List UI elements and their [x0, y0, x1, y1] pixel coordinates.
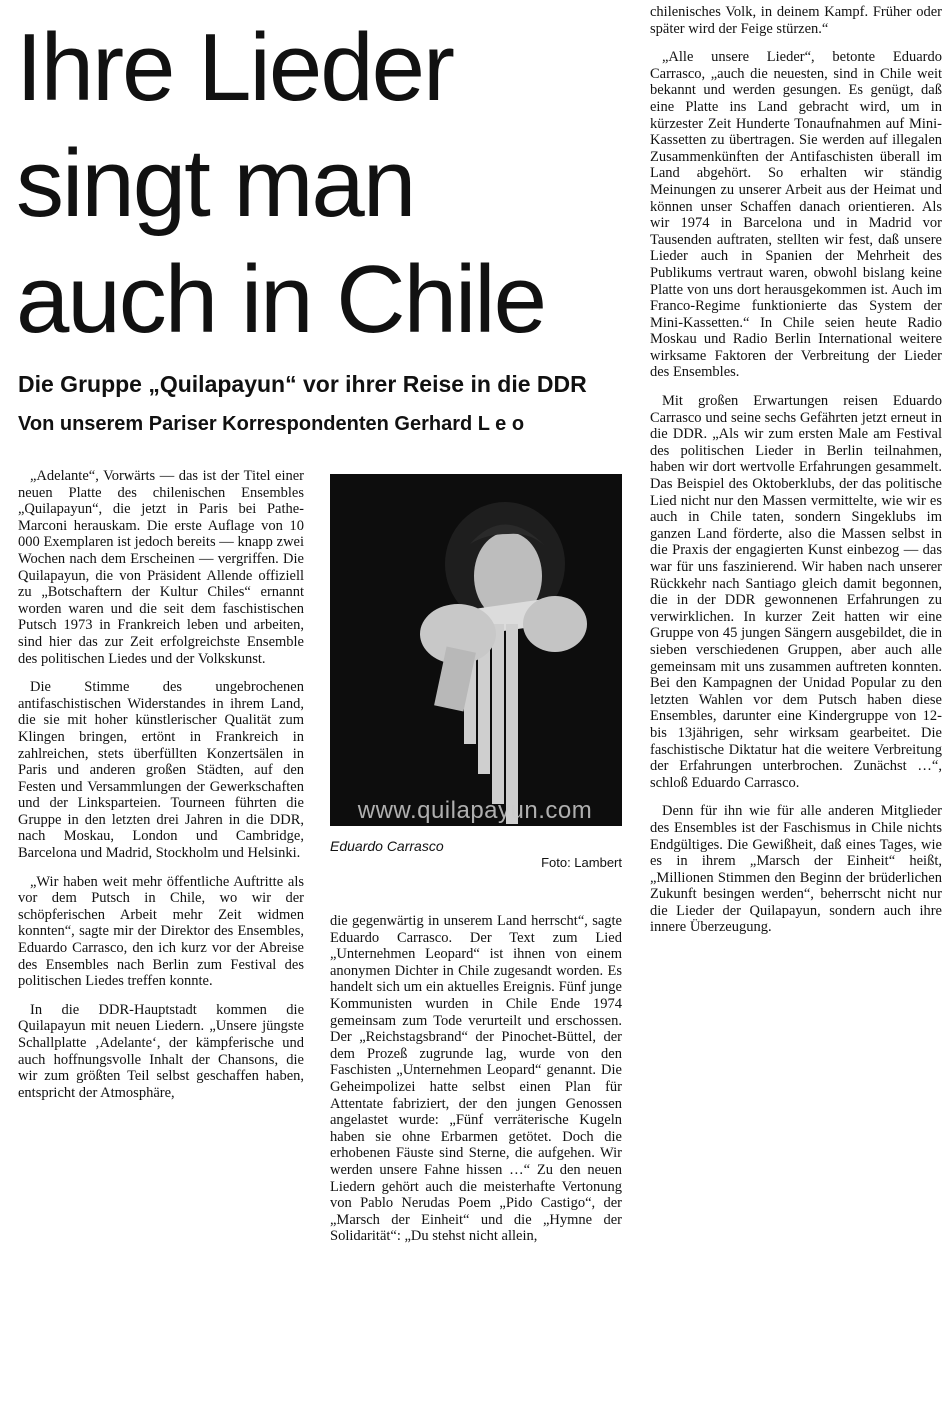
paragraph: „Adelante“, Vorwärts — das ist der Titel einer neuen Platte des chilenischen Ensembles „Quilapayun“, die jetzt in Paris bei Pathe-Marconi herauskam. Die erste Auflage von 10 000 Exemplaren ist jedoch bereits — knapp zwei Wochen nach dem Erscheinen — vergriffen. Die Quilapayun, die von Präsident Allende offiziell zu „Botschaftern der Kultur Chiles“ ernannt worden waren und die seit dem faschistischen Putsch 1973 in Frankreich leben und arbeiten, sind hier das zur Zeit erfolgreichste Ensemble des politischen Liedes und der Volkskunst. — [18, 468, 304, 667]
photo-caption: Eduardo Carrasco — [330, 838, 444, 854]
paragraph: Die Stimme des ungebrochenen antifaschistischen Widerstandes in ihrem Land, die sie mit hoher künstlerischer Qualität zum Klingen bringen, ertönt in Frankreich in zahlreichen, stets überfüllten Konzertsälen in Paris und anderen großen Städten, auf den Festen und Versammlungen der Gewerkschaften und der Linksparteien. Tourneen führten die Gruppe in den letzten drei Jahren in die DDR, nach Moskau, London und Cambridge, Barcelona und Madrid, Stockholm und Helsinki. — [18, 679, 304, 862]
photo-image — [330, 474, 622, 826]
headline — [16, 10, 626, 358]
article-column-1 — [18, 468, 304, 1413]
paragraph: Denn für ihn wie für alle anderen Mitglieder des Ensembles ist der Faschismus in Chile nichts Endgültiges. Die Gewißheit, daß eines Tages, wie es in ihrem „Marsch der Einheit“ heißt, „Millionen Stimmen den Beginn der brüderlichen Zukunft besingen werden“, beherrscht nicht nur die Lieder der Quilapayun, sondern auch ihre innere Überzeugung. — [650, 803, 942, 936]
paragraph: chilenisches Volk, in deinem Kampf. Früher oder später wird der Feige stürzen.“ — [650, 4, 942, 37]
watermark: www.quilapayun.com — [357, 797, 593, 824]
subtitle: Die Gruppe „Quilapayun“ vor ihrer Reise in die DDR — [18, 371, 587, 397]
photo-credit: Foto: Lambert — [541, 855, 622, 870]
paragraph: die gegenwärtig in unserem Land herrscht“, sagte Eduardo Carrasco. Der Text zum Lied „Unternehmen Leopard“ ist ihnen von einem anonymen Dichter in Chile zugesandt worden. Es handelt sich um ein aktuelles Ereignis. Fünf junge Kommunisten wurden in Chile Ende 1974 gemeinsam zum Tode verurteilt und erschossen. Der „Reichstagsbrand“ der Pinochet-Büttel, der dem Prozeß zugrunde lag, wurde von den Faschisten „Unternehmen Leopard“ genannt. Die Geheimpolizei hatte selbst einen Plan für Attentate fabriziert, der den jungen Genossen angelastet wurde: „Fünf verräterische Kugeln haben sie ohne Erbarmen getötet. Doch die erhobenen Fäuste sind Sterne, die aufgehen. Wir werden unsere Fahne hissen …“ Zu den neuen Liedern gehört auch die meisterhafte Vertonung von Pablo Nerudas Poem „Pido Castigo“, der „Marsch der Einheit“ und die „Hymne der Solidarität“: „Du stehst nicht allein, — [330, 913, 622, 1245]
headline-line-1: Ihre Lieder — [16, 14, 453, 121]
paragraph: „Wir haben weit mehr öffentliche Auftritte als vor dem Putsch in Chile, wo wir der schöpferischen Arbeit mehr Zeit widmen konnten“, sagte mir der Direktor des Ensembles, Eduardo Carrasco, den ich kurz vor der Abreise des Ensembles nach Berlin zum Festival des politischen Liedes treffen konnte. — [18, 873, 304, 990]
paragraph: „Alle unsere Lieder“, betonte Eduardo Carrasco, „auch die neuesten, sind in Chile weit bekannt und werden gesungen. Es genügt, daß eine Platte ins Land gebracht wird, um in kürzester Zeit Hunderte Tonaufnahmen auf Mini-Kassetten zu übertragen. Sie werden auf illegalen Zusammenkünften der Antifaschisten überall im Land abgehört. So erhalten wir ständig Meinungen zu unserer Arbeit aus der Heimat und können unser Schaffen danach orientieren. Als wir 1974 in Barcelona und in Madrid vor Tausenden auftraten, stellten wir fest, daß unsere Lieder auch in Spanien der Mehrheit des Publikums vertraut waren, obwohl bislang keine Platte von uns dort herausgekommen ist. Auch im Franco-Regime funktionierte das System der Mini-Kassetten.“ In Chile seien heute Radio Moskau und Radio Berlin International weitere wirksame Faktoren der Verbreitung der Lieder des Ensembles. — [650, 49, 942, 381]
article-column-3 — [650, 4, 942, 1414]
article-column-2 — [330, 913, 622, 1413]
paragraph: In die DDR-Hauptstadt kommen die Quilapayun mit neuen Liedern. „Unsere jüngste Schallplatte ‚Adelante‘, der kämpferische und auch hoffnungsvolle Inhalt der Chansons, die wir zum größten Teil selbst geschaffen haben, entspricht der Atmosphäre, — [18, 1001, 304, 1101]
byline: Von unserem Pariser Korrespondenten Gerhard L e o — [18, 413, 525, 435]
headline-line-2: singt man — [16, 130, 415, 237]
paragraph: Mit großen Erwartungen reisen Eduardo Carrasco und seine sechs Gefährten jetzt erneut in die DDR. „Als wir zum ersten Male am Festival des politischen Lieder in Berlin teilnahmen, haben wir dort wertvolle Erfahrungen gesammelt. Das Beispiel des Oktoberklubs, der das politische Lied nicht nur den Massen vermittelte, wie wir es auch in Chile taten, sondern Singeklubs im ganzen Land förderte, also die Massen selbst in die Praxis der engagierten Kunst einbezog — das war für uns faszinierend. Wir haben nach unserer Rückkehr nach Santiago gleich damit begonnen, die in der DDR gewonnenen Erfahrungen zu verwirklichen. In kurzer Zeit hatten wir eine Gruppe von 45 jungen Sängern ausgebildet, die in sieben verschiedenen Gruppen, aber auch alle gemeinsam mit uns zusammen auftreten konnten. Bei den Kampagnen der Unidad Popular zu den letzten Wahlen vor dem Putsch haben diese Ensembles, darunter eine Kindergruppe von 12- bis 13jährigen, sehr wirksam gearbeitet. Die faschistische Diktatur hat die weitere Verbreitung der Erfahrungen unterbrochen. Zunächst …“, schloß Eduardo Carrasco. — [650, 393, 942, 791]
headline-line-3: auch in Chile — [16, 246, 545, 353]
photo-eduardo-carrasco — [330, 474, 622, 826]
